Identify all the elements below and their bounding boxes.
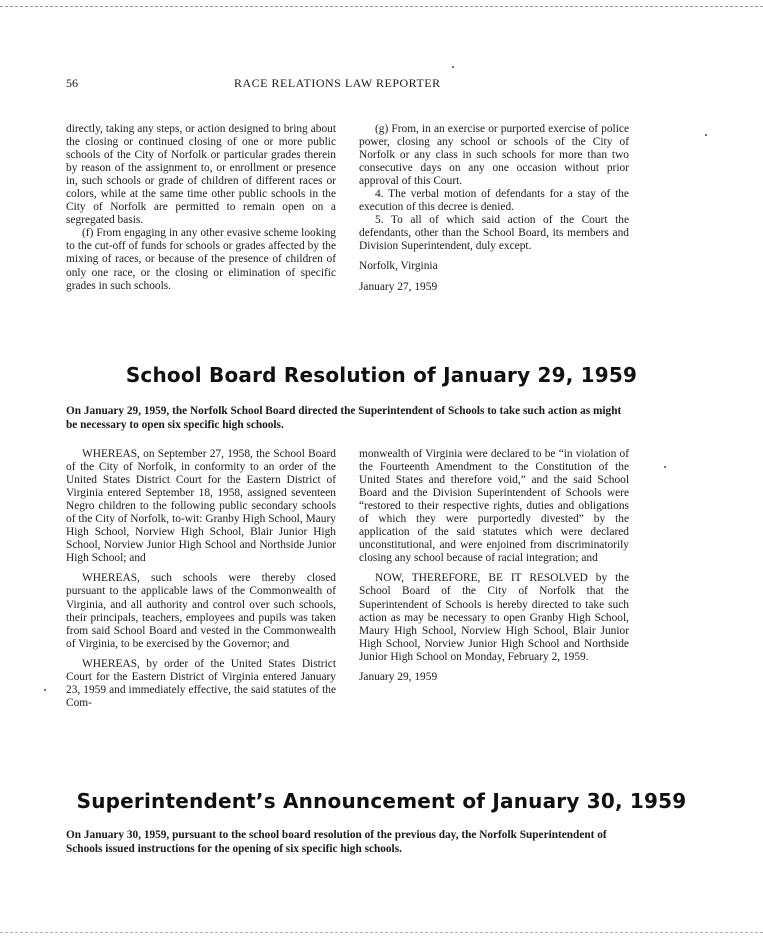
announcement-title: Superintendent’s Announcement of January 30, 1959 [76,789,687,813]
resolution-right-column [359,448,629,684]
scan-edge-bottom [0,932,763,933]
top-left-column [66,123,336,293]
scan-speck [452,66,454,68]
scan-speck [44,689,46,691]
paragraph: 5. To all of which said action of the Court the defendants, other than the School Board, its members and Division Superintendent, duly except. [359,214,629,253]
resolution-left-column [66,448,336,710]
paragraph: (g) From, in an exercise or purported exercise of police power, closing any school or schools of the City of Norfolk or any class in such schools for more than two consecutive days on any one occasion without prior approval of this Court. [359,123,629,188]
resolution-date: January 29, 1959 [359,670,438,683]
running-title: RACE RELATIONS LAW REPORTER [234,76,441,90]
paragraph: directly, taking any steps, or action designed to bring about the closing or continued closing of one or more public schools of the City of Norfolk or particular grades therein by reason of the assignment to, or enrollment or presence in, such schools or grade of children of different races or colors, while at the same time other public schools in the City of Norfolk are permitted to remain open on a segregated basis. [66,123,336,227]
announcement-summary: On January 30, 1959, pursuant to the school board resolution of the previous day, the Norfolk Superintendent of Schools issued instructions for the opening of six specific high schools. [66,829,607,855]
paragraph: 4. The verbal motion of defendants for a stay of the execution of this decree is denied. [359,188,629,214]
signoff-date: January 27, 1959 [359,280,438,293]
top-right-column [359,123,629,294]
resolution-summary: On January 29, 1959, the Norfolk School Board directed the Superintendent of Schools to take such action as might be necessary to open six specific high schools. [66,405,622,431]
paragraph: monwealth of Virginia were declared to be “in violation of the Fourteenth Amendment to the Constitution of the United States and therefore void,” and the said School Board and the Division Superintendent of Schools were “restored to their respective rights, duties and obligations of which they were purportedly divested” by the application of the said statutes which were declared unconstitutional, and were enjoined from discriminatorily closing any school because of racial integration; and [359,448,629,565]
scan-speck [664,466,666,468]
signoff-place: Norfolk, Virginia [359,260,438,273]
paragraph: WHEREAS, on September 27, 1958, the School Board of the City of Norfolk, in conformity to an order of the United States District Court for the Eastern District of Virginia entered September 18, 1958, assigned seventeen Negro children to the following public secondary schools of the City of Norfolk, to-wit: Granby High School, Maury High School, Norview High School, Blair Junior High School, Norview Junior High School and Northside Junior High School; and [66,448,336,565]
resolution-title: School Board Resolution of January 29, 1959 [125,363,638,387]
paragraph: NOW, THEREFORE, BE IT RESOLVED by the School Board of the City of Norfolk that the Superintendent of Schools is hereby directed to take such action as may be necessary to open Granby High School, Maury High School, Norview High School, Blair Junior High School, Norview Junior High School and Northside Junior High School on Monday, February 2, 1959. [359,572,629,663]
paragraph: (f) From engaging in any other evasive scheme looking to the cut-off of funds for schools or grades affected by the mixing of races, or because of the presence of children of only one race, or the closing or elimination of specific grades in such schools. [66,227,336,292]
page-number: 56 [66,76,78,90]
scan-speck [705,134,707,136]
scan-edge-top [0,6,763,7]
paragraph: WHEREAS, by order of the United States District Court for the Eastern District of Virginia entered January 23, 1959 and immediately effective, the said statutes of the Com- [66,657,336,709]
paragraph: WHEREAS, such schools were thereby closed pursuant to the applicable laws of the Commonwealth of Virginia, and all authority and control over such schools, their principals, teachers, employees and pupils was taken from said School Board and vested in the Commonwealth of Virginia, to be exercised by the Governor; and [66,572,336,650]
